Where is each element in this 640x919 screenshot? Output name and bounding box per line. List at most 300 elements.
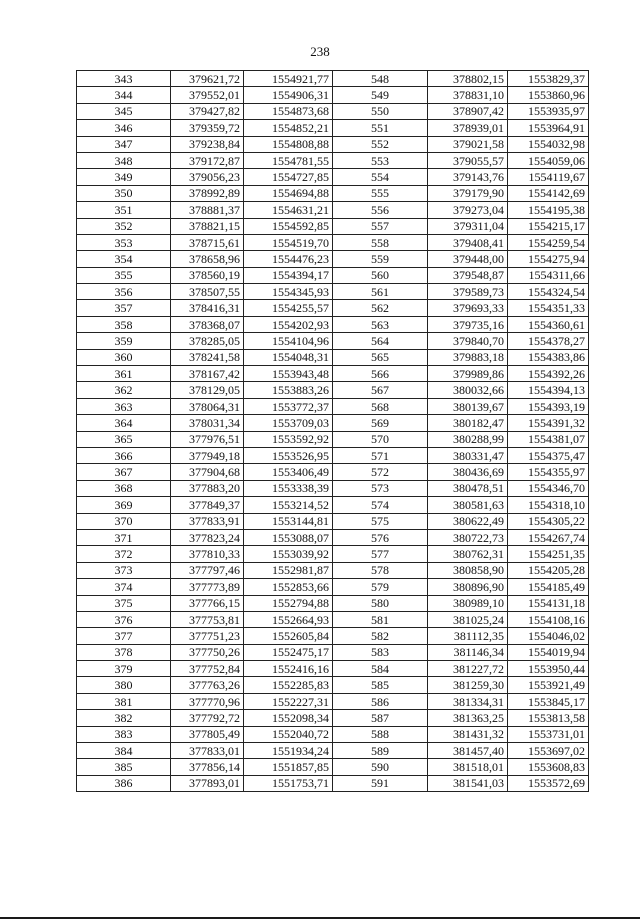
- table-row: [77, 431, 589, 447]
- point-number-left-cell: 358: [77, 316, 171, 332]
- table-row: [77, 218, 589, 234]
- y-coordinate-left-cell: 1554202,93: [244, 316, 333, 332]
- table-row: [77, 775, 589, 791]
- point-number-left-cell: 346: [77, 120, 171, 136]
- y-coordinate-right-cell: 1554046,02: [508, 628, 589, 644]
- table-row: [77, 234, 589, 250]
- y-coordinate-right-cell: 1553813,58: [508, 710, 589, 726]
- point-number-right-cell: 577: [333, 546, 428, 562]
- x-coordinate-left-cell: 377833,01: [171, 743, 244, 759]
- y-coordinate-right-cell: 1554305,22: [508, 513, 589, 529]
- x-coordinate-left-cell: 377883,20: [171, 480, 244, 496]
- y-coordinate-left-cell: 1553214,52: [244, 497, 333, 513]
- point-number-left-cell: 348: [77, 152, 171, 168]
- y-coordinate-left-cell: 1553088,07: [244, 529, 333, 545]
- point-number-right-cell: 581: [333, 611, 428, 627]
- point-number-left-cell: 354: [77, 251, 171, 267]
- x-coordinate-right-cell: 379408,41: [428, 234, 508, 250]
- point-number-left-cell: 363: [77, 398, 171, 414]
- x-coordinate-right-cell: 380478,51: [428, 480, 508, 496]
- x-coordinate-right-cell: 379693,33: [428, 300, 508, 316]
- y-coordinate-left-cell: 1552227,31: [244, 693, 333, 709]
- table-row: [77, 120, 589, 136]
- table-row: [77, 529, 589, 545]
- y-coordinate-left-cell: 1552475,17: [244, 644, 333, 660]
- x-coordinate-left-cell: 379359,72: [171, 120, 244, 136]
- point-number-left-cell: 373: [77, 562, 171, 578]
- x-coordinate-right-cell: 381334,31: [428, 693, 508, 709]
- y-coordinate-right-cell: 1554324,54: [508, 284, 589, 300]
- point-number-right-cell: 582: [333, 628, 428, 644]
- y-coordinate-left-cell: 1553943,48: [244, 366, 333, 382]
- table-row: [77, 562, 589, 578]
- point-number-left-cell: 371: [77, 529, 171, 545]
- point-number-right-cell: 574: [333, 497, 428, 513]
- x-coordinate-right-cell: 381518,01: [428, 759, 508, 775]
- y-coordinate-left-cell: 1554592,85: [244, 218, 333, 234]
- x-coordinate-right-cell: 380858,90: [428, 562, 508, 578]
- y-coordinate-right-cell: 1554360,61: [508, 316, 589, 332]
- y-coordinate-right-cell: 1554391,32: [508, 415, 589, 431]
- point-number-left-cell: 343: [77, 71, 171, 87]
- point-number-left-cell: 374: [77, 579, 171, 595]
- point-number-right-cell: 558: [333, 234, 428, 250]
- x-coordinate-right-cell: 380288,99: [428, 431, 508, 447]
- y-coordinate-left-cell: 1552664,93: [244, 611, 333, 627]
- y-coordinate-right-cell: 1553950,44: [508, 661, 589, 677]
- point-number-left-cell: 375: [77, 595, 171, 611]
- x-coordinate-right-cell: 379989,86: [428, 366, 508, 382]
- point-number-left-cell: 380: [77, 677, 171, 693]
- point-number-right-cell: 561: [333, 284, 428, 300]
- x-coordinate-right-cell: 381259,30: [428, 677, 508, 693]
- y-coordinate-right-cell: 1554142,69: [508, 185, 589, 201]
- x-coordinate-right-cell: 380722,73: [428, 529, 508, 545]
- point-number-left-cell: 365: [77, 431, 171, 447]
- x-coordinate-left-cell: 377805,49: [171, 726, 244, 742]
- x-coordinate-left-cell: 378881,37: [171, 202, 244, 218]
- x-coordinate-right-cell: 379548,87: [428, 267, 508, 283]
- y-coordinate-left-cell: 1552416,16: [244, 661, 333, 677]
- y-coordinate-right-cell: 1554259,54: [508, 234, 589, 250]
- point-number-right-cell: 579: [333, 579, 428, 595]
- point-number-left-cell: 352: [77, 218, 171, 234]
- x-coordinate-left-cell: 378715,61: [171, 234, 244, 250]
- x-coordinate-left-cell: 377949,18: [171, 447, 244, 463]
- x-coordinate-right-cell: 379735,16: [428, 316, 508, 332]
- x-coordinate-left-cell: 379056,23: [171, 169, 244, 185]
- x-coordinate-left-cell: 377976,51: [171, 431, 244, 447]
- table-row: [77, 628, 589, 644]
- x-coordinate-left-cell: 377766,15: [171, 595, 244, 611]
- y-coordinate-right-cell: 1554378,27: [508, 333, 589, 349]
- table-row: [77, 152, 589, 168]
- point-number-right-cell: 565: [333, 349, 428, 365]
- point-number-left-cell: 361: [77, 366, 171, 382]
- x-coordinate-left-cell: 378129,05: [171, 382, 244, 398]
- point-number-right-cell: 584: [333, 661, 428, 677]
- y-coordinate-right-cell: 1553572,69: [508, 775, 589, 791]
- y-coordinate-left-cell: 1554694,88: [244, 185, 333, 201]
- x-coordinate-left-cell: 377753,81: [171, 611, 244, 627]
- y-coordinate-right-cell: 1554185,49: [508, 579, 589, 595]
- x-coordinate-right-cell: 380436,69: [428, 464, 508, 480]
- x-coordinate-right-cell: 381541,03: [428, 775, 508, 791]
- point-number-left-cell: 383: [77, 726, 171, 742]
- x-coordinate-right-cell: 378802,15: [428, 71, 508, 87]
- y-coordinate-left-cell: 1552981,87: [244, 562, 333, 578]
- y-coordinate-right-cell: 1554351,33: [508, 300, 589, 316]
- x-coordinate-left-cell: 379552,01: [171, 87, 244, 103]
- point-number-left-cell: 381: [77, 693, 171, 709]
- x-coordinate-right-cell: 379273,04: [428, 202, 508, 218]
- point-number-right-cell: 575: [333, 513, 428, 529]
- point-number-left-cell: 386: [77, 775, 171, 791]
- point-number-left-cell: 366: [77, 447, 171, 463]
- table-row: [77, 333, 589, 349]
- x-coordinate-left-cell: 378992,89: [171, 185, 244, 201]
- table-row: [77, 185, 589, 201]
- x-coordinate-right-cell: 379143,76: [428, 169, 508, 185]
- point-number-right-cell: 578: [333, 562, 428, 578]
- x-coordinate-left-cell: 378285,05: [171, 333, 244, 349]
- x-coordinate-right-cell: 380182,47: [428, 415, 508, 431]
- table-row: [77, 251, 589, 267]
- point-number-left-cell: 372: [77, 546, 171, 562]
- x-coordinate-right-cell: 379021,58: [428, 136, 508, 152]
- y-coordinate-left-cell: 1554345,93: [244, 284, 333, 300]
- y-coordinate-right-cell: 1553921,49: [508, 677, 589, 693]
- point-number-right-cell: 591: [333, 775, 428, 791]
- y-coordinate-left-cell: 1551934,24: [244, 743, 333, 759]
- point-number-left-cell: 376: [77, 611, 171, 627]
- point-number-right-cell: 590: [333, 759, 428, 775]
- y-coordinate-left-cell: 1554852,21: [244, 120, 333, 136]
- y-coordinate-right-cell: 1554311,66: [508, 267, 589, 283]
- point-number-right-cell: 551: [333, 120, 428, 136]
- y-coordinate-right-cell: 1554346,70: [508, 480, 589, 496]
- x-coordinate-left-cell: 377904,68: [171, 464, 244, 480]
- coordinates-table-body: [77, 71, 589, 792]
- y-coordinate-right-cell: 1554032,98: [508, 136, 589, 152]
- y-coordinate-left-cell: 1553039,92: [244, 546, 333, 562]
- x-coordinate-right-cell: 381025,24: [428, 611, 508, 627]
- x-coordinate-left-cell: 379172,87: [171, 152, 244, 168]
- point-number-left-cell: 369: [77, 497, 171, 513]
- y-coordinate-left-cell: 1553406,49: [244, 464, 333, 480]
- y-coordinate-right-cell: 1554381,07: [508, 431, 589, 447]
- y-coordinate-right-cell: 1554119,67: [508, 169, 589, 185]
- y-coordinate-right-cell: 1554205,28: [508, 562, 589, 578]
- x-coordinate-right-cell: 380581,63: [428, 497, 508, 513]
- table-row: [77, 677, 589, 693]
- point-number-right-cell: 588: [333, 726, 428, 742]
- y-coordinate-right-cell: 1554108,16: [508, 611, 589, 627]
- y-coordinate-left-cell: 1554255,57: [244, 300, 333, 316]
- point-number-left-cell: 357: [77, 300, 171, 316]
- y-coordinate-right-cell: 1554355,97: [508, 464, 589, 480]
- point-number-left-cell: 349: [77, 169, 171, 185]
- point-number-right-cell: 586: [333, 693, 428, 709]
- y-coordinate-right-cell: 1554267,74: [508, 529, 589, 545]
- table-row: [77, 349, 589, 365]
- point-number-left-cell: 384: [77, 743, 171, 759]
- page-number: 238: [310, 44, 330, 59]
- x-coordinate-right-cell: 381112,35: [428, 628, 508, 644]
- table-row: [77, 87, 589, 103]
- table-row: [77, 710, 589, 726]
- y-coordinate-right-cell: 1553935,97: [508, 103, 589, 119]
- y-coordinate-right-cell: 1553860,96: [508, 87, 589, 103]
- point-number-right-cell: 571: [333, 447, 428, 463]
- point-number-right-cell: 572: [333, 464, 428, 480]
- x-coordinate-left-cell: 377770,96: [171, 693, 244, 709]
- y-coordinate-left-cell: 1552285,83: [244, 677, 333, 693]
- y-coordinate-left-cell: 1553338,39: [244, 480, 333, 496]
- point-number-left-cell: 382: [77, 710, 171, 726]
- table-row: [77, 480, 589, 496]
- table-row: [77, 267, 589, 283]
- y-coordinate-right-cell: 1554275,94: [508, 251, 589, 267]
- x-coordinate-right-cell: 380331,47: [428, 447, 508, 463]
- y-coordinate-left-cell: 1551753,71: [244, 775, 333, 791]
- y-coordinate-right-cell: 1554375,47: [508, 447, 589, 463]
- table-row: [77, 693, 589, 709]
- point-number-left-cell: 344: [77, 87, 171, 103]
- x-coordinate-right-cell: 378907,42: [428, 103, 508, 119]
- table-row: [77, 366, 589, 382]
- x-coordinate-right-cell: 381431,32: [428, 726, 508, 742]
- point-number-right-cell: 570: [333, 431, 428, 447]
- x-coordinate-left-cell: 378031,34: [171, 415, 244, 431]
- x-coordinate-left-cell: 379621,72: [171, 71, 244, 87]
- table-row: [77, 316, 589, 332]
- point-number-right-cell: 555: [333, 185, 428, 201]
- table-row: [77, 136, 589, 152]
- x-coordinate-left-cell: 377750,26: [171, 644, 244, 660]
- y-coordinate-left-cell: 1553709,03: [244, 415, 333, 431]
- table-row: [77, 759, 589, 775]
- y-coordinate-right-cell: 1554383,86: [508, 349, 589, 365]
- x-coordinate-left-cell: 377823,24: [171, 529, 244, 545]
- table-row: [77, 644, 589, 660]
- y-coordinate-right-cell: 1554251,35: [508, 546, 589, 562]
- table-row: [77, 284, 589, 300]
- point-number-right-cell: 553: [333, 152, 428, 168]
- point-number-left-cell: 370: [77, 513, 171, 529]
- table-row: [77, 546, 589, 562]
- table-row: [77, 743, 589, 759]
- x-coordinate-left-cell: 378241,58: [171, 349, 244, 365]
- point-number-right-cell: 556: [333, 202, 428, 218]
- x-coordinate-left-cell: 377751,23: [171, 628, 244, 644]
- y-coordinate-right-cell: 1553697,02: [508, 743, 589, 759]
- point-number-right-cell: 559: [333, 251, 428, 267]
- x-coordinate-right-cell: 378939,01: [428, 120, 508, 136]
- y-coordinate-right-cell: 1554394,13: [508, 382, 589, 398]
- table-row: [77, 447, 589, 463]
- point-number-right-cell: 548: [333, 71, 428, 87]
- point-number-right-cell: 557: [333, 218, 428, 234]
- x-coordinate-left-cell: 379238,84: [171, 136, 244, 152]
- point-number-left-cell: 355: [77, 267, 171, 283]
- x-coordinate-right-cell: 381457,40: [428, 743, 508, 759]
- point-number-left-cell: 377: [77, 628, 171, 644]
- x-coordinate-right-cell: 381146,34: [428, 644, 508, 660]
- y-coordinate-left-cell: 1553772,37: [244, 398, 333, 414]
- x-coordinate-right-cell: 380622,49: [428, 513, 508, 529]
- y-coordinate-left-cell: 1553883,26: [244, 382, 333, 398]
- x-coordinate-left-cell: 378064,31: [171, 398, 244, 414]
- x-coordinate-right-cell: 379883,18: [428, 349, 508, 365]
- x-coordinate-left-cell: 378368,07: [171, 316, 244, 332]
- point-number-right-cell: 568: [333, 398, 428, 414]
- y-coordinate-left-cell: 1554476,23: [244, 251, 333, 267]
- x-coordinate-right-cell: 379840,70: [428, 333, 508, 349]
- point-number-left-cell: 379: [77, 661, 171, 677]
- point-number-left-cell: 353: [77, 234, 171, 250]
- x-coordinate-right-cell: 380896,90: [428, 579, 508, 595]
- x-coordinate-left-cell: 379427,82: [171, 103, 244, 119]
- y-coordinate-left-cell: 1551857,85: [244, 759, 333, 775]
- x-coordinate-right-cell: 380032,66: [428, 382, 508, 398]
- point-number-right-cell: 562: [333, 300, 428, 316]
- y-coordinate-left-cell: 1553144,81: [244, 513, 333, 529]
- x-coordinate-left-cell: 377893,01: [171, 775, 244, 791]
- point-number-left-cell: 367: [77, 464, 171, 480]
- y-coordinate-right-cell: 1554393,19: [508, 398, 589, 414]
- y-coordinate-left-cell: 1552853,66: [244, 579, 333, 595]
- table-row: [77, 579, 589, 595]
- y-coordinate-left-cell: 1554519,70: [244, 234, 333, 250]
- x-coordinate-right-cell: 380989,10: [428, 595, 508, 611]
- x-coordinate-right-cell: 378831,10: [428, 87, 508, 103]
- point-number-left-cell: 364: [77, 415, 171, 431]
- point-number-right-cell: 563: [333, 316, 428, 332]
- point-number-right-cell: 566: [333, 366, 428, 382]
- table-row: [77, 464, 589, 480]
- table-row: [77, 726, 589, 742]
- x-coordinate-left-cell: 377763,26: [171, 677, 244, 693]
- point-number-left-cell: 368: [77, 480, 171, 496]
- y-coordinate-left-cell: 1552794,88: [244, 595, 333, 611]
- y-coordinate-left-cell: 1553526,95: [244, 447, 333, 463]
- y-coordinate-left-cell: 1554921,77: [244, 71, 333, 87]
- y-coordinate-left-cell: 1554781,55: [244, 152, 333, 168]
- x-coordinate-left-cell: 377792,72: [171, 710, 244, 726]
- y-coordinate-left-cell: 1554727,85: [244, 169, 333, 185]
- point-number-right-cell: 552: [333, 136, 428, 152]
- table-row: [77, 103, 589, 119]
- point-number-right-cell: 564: [333, 333, 428, 349]
- point-number-left-cell: 351: [77, 202, 171, 218]
- point-number-left-cell: 362: [77, 382, 171, 398]
- table-row: [77, 71, 589, 87]
- y-coordinate-right-cell: 1553829,37: [508, 71, 589, 87]
- y-coordinate-right-cell: 1554019,94: [508, 644, 589, 660]
- x-coordinate-left-cell: 378560,19: [171, 267, 244, 283]
- x-coordinate-left-cell: 378821,15: [171, 218, 244, 234]
- point-number-right-cell: 580: [333, 595, 428, 611]
- x-coordinate-left-cell: 378658,96: [171, 251, 244, 267]
- point-number-right-cell: 567: [333, 382, 428, 398]
- y-coordinate-left-cell: 1554048,31: [244, 349, 333, 365]
- x-coordinate-right-cell: 380762,31: [428, 546, 508, 562]
- x-coordinate-right-cell: 380139,67: [428, 398, 508, 414]
- coordinates-table: [76, 70, 589, 792]
- x-coordinate-left-cell: 377833,91: [171, 513, 244, 529]
- y-coordinate-right-cell: 1553608,83: [508, 759, 589, 775]
- x-coordinate-left-cell: 377849,37: [171, 497, 244, 513]
- y-coordinate-left-cell: 1552605,84: [244, 628, 333, 644]
- y-coordinate-right-cell: 1554059,06: [508, 152, 589, 168]
- y-coordinate-right-cell: 1553845,17: [508, 693, 589, 709]
- table-row: [77, 611, 589, 627]
- y-coordinate-right-cell: 1554215,17: [508, 218, 589, 234]
- point-number-left-cell: 345: [77, 103, 171, 119]
- table-row: [77, 415, 589, 431]
- point-number-left-cell: 359: [77, 333, 171, 349]
- point-number-left-cell: 347: [77, 136, 171, 152]
- point-number-left-cell: 385: [77, 759, 171, 775]
- y-coordinate-left-cell: 1553592,92: [244, 431, 333, 447]
- table-row: [77, 382, 589, 398]
- table-row: [77, 595, 589, 611]
- point-number-right-cell: 569: [333, 415, 428, 431]
- x-coordinate-right-cell: 379311,04: [428, 218, 508, 234]
- point-number-left-cell: 360: [77, 349, 171, 365]
- point-number-right-cell: 550: [333, 103, 428, 119]
- point-number-right-cell: 585: [333, 677, 428, 693]
- y-coordinate-right-cell: 1553731,01: [508, 726, 589, 742]
- y-coordinate-right-cell: 1554131,18: [508, 595, 589, 611]
- y-coordinate-left-cell: 1554873,68: [244, 103, 333, 119]
- point-number-right-cell: 573: [333, 480, 428, 496]
- x-coordinate-right-cell: 379448,00: [428, 251, 508, 267]
- table-row: [77, 300, 589, 316]
- y-coordinate-right-cell: 1553964,91: [508, 120, 589, 136]
- y-coordinate-left-cell: 1552098,34: [244, 710, 333, 726]
- point-number-left-cell: 356: [77, 284, 171, 300]
- point-number-right-cell: 554: [333, 169, 428, 185]
- x-coordinate-left-cell: 377752,84: [171, 661, 244, 677]
- x-coordinate-left-cell: 377810,33: [171, 546, 244, 562]
- table-row: [77, 513, 589, 529]
- y-coordinate-left-cell: 1554104,96: [244, 333, 333, 349]
- y-coordinate-left-cell: 1552040,72: [244, 726, 333, 742]
- point-number-left-cell: 350: [77, 185, 171, 201]
- point-number-left-cell: 378: [77, 644, 171, 660]
- point-number-right-cell: 587: [333, 710, 428, 726]
- x-coordinate-right-cell: 379055,57: [428, 152, 508, 168]
- y-coordinate-right-cell: 1554195,38: [508, 202, 589, 218]
- y-coordinate-left-cell: 1554906,31: [244, 87, 333, 103]
- x-coordinate-left-cell: 378416,31: [171, 300, 244, 316]
- point-number-right-cell: 560: [333, 267, 428, 283]
- x-coordinate-left-cell: 377773,89: [171, 579, 244, 595]
- point-number-right-cell: 589: [333, 743, 428, 759]
- table-row: [77, 169, 589, 185]
- x-coordinate-left-cell: 378507,55: [171, 284, 244, 300]
- point-number-right-cell: 576: [333, 529, 428, 545]
- x-coordinate-left-cell: 377856,14: [171, 759, 244, 775]
- table-row: [77, 661, 589, 677]
- x-coordinate-right-cell: 379589,73: [428, 284, 508, 300]
- y-coordinate-right-cell: 1554318,10: [508, 497, 589, 513]
- x-coordinate-right-cell: 381227,72: [428, 661, 508, 677]
- table-row: [77, 398, 589, 414]
- x-coordinate-left-cell: 378167,42: [171, 366, 244, 382]
